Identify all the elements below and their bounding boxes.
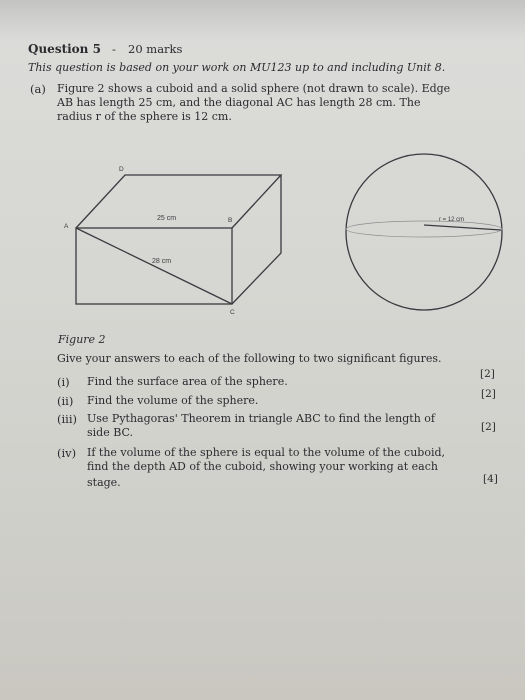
instructions: Give your answers to each of the following to two significant figures. (57, 352, 442, 365)
header-dash: - (112, 42, 116, 56)
question-i-text: Find the surface area of the sphere. (87, 375, 288, 388)
question-marks: 20 marks (128, 42, 183, 56)
cuboid-top-face (76, 175, 281, 228)
question-title: Question 5 (28, 42, 101, 56)
figure-caption: Figure 2 (58, 333, 106, 346)
question-iii-marks: [2] (481, 421, 496, 433)
question-i-num: (i) (57, 375, 70, 389)
question-iv-text-3: stage. (87, 476, 121, 489)
question-iii-text-2: side BC. (87, 426, 134, 439)
part-a-line-2: AB has length 25 cm, and the diagonal AC has length 28 cm. The (57, 96, 421, 109)
question-iii-num: (iii) (57, 412, 78, 426)
edge-ab-label: 25 cm (157, 215, 177, 222)
diagonal-ac (76, 228, 232, 304)
question-ii-text: Find the volume of the sphere. (87, 394, 259, 407)
part-a-line-3: radius r of the sphere is 12 cm. (57, 110, 232, 123)
question-ii-num: (ii) (57, 394, 74, 408)
part-a-line-1: Figure 2 shows a cuboid and a solid sphere (not drawn to scale). Edge (57, 82, 451, 95)
part-a-label: (a) (30, 82, 46, 96)
question-iv-num: (iv) (57, 446, 77, 460)
point-c-label: C (230, 309, 235, 316)
question-i-marks: [2] (480, 368, 495, 380)
point-d-label: D (119, 166, 124, 173)
question-intro: This question is based on your work on MU123 up to and including Unit 8. (28, 61, 446, 74)
question-iii-text-1: Use Pythagoras' Theorem in triangle ABC to find the length of (87, 412, 436, 425)
point-b-label: B (228, 217, 233, 224)
question-ii-marks: [2] (481, 388, 496, 400)
cuboid-right-face (232, 175, 281, 304)
question-iv-text-1: If the volume of the sphere is equal to the volume of the cuboid, (87, 446, 446, 459)
sphere (346, 154, 502, 310)
question-iv-text-2: find the depth AD of the cuboid, showing your working at each (87, 460, 438, 473)
sphere-radius (424, 225, 501, 230)
figure-2 (0, 0, 525, 340)
point-a-label: A (64, 223, 69, 230)
diagonal-ac-label: 28 cm (152, 258, 172, 265)
question-iv-marks: [4] (483, 473, 498, 485)
radius-label: r = 12 cm (439, 217, 465, 223)
